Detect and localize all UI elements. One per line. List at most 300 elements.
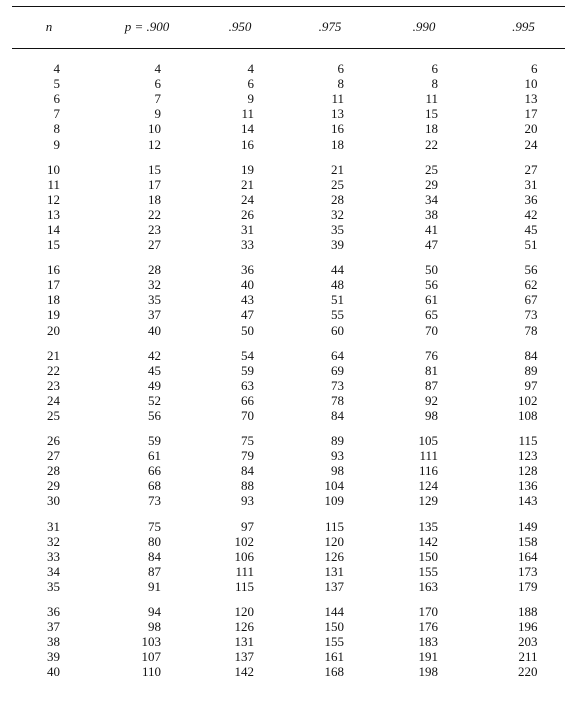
- table-row: [0, 564, 575, 579]
- n-cell: [0, 408, 98, 423]
- n-cell: [0, 91, 98, 106]
- table-row: [0, 378, 575, 393]
- table-row: [0, 448, 575, 463]
- quantile-cell: [472, 393, 575, 408]
- quantile-table: [0, 6, 575, 679]
- quantile-value: 18: [425, 121, 438, 137]
- quantile-value: 107: [141, 649, 161, 665]
- quantile-value: 23: [148, 221, 161, 237]
- quantile-cell: [196, 649, 284, 664]
- n-value: 33: [47, 548, 60, 564]
- quantile-value: 98: [148, 619, 161, 635]
- quantile-value: 8: [337, 76, 344, 92]
- quantile-cell: [284, 463, 376, 478]
- quantile-value: 34: [425, 191, 438, 207]
- n-cell: [0, 634, 98, 649]
- header-p900: p = .900: [124, 19, 170, 34]
- table-row: [0, 604, 575, 619]
- quantile-value: 8: [431, 76, 438, 92]
- quantile-value: 93: [241, 493, 254, 509]
- table-row: [0, 463, 575, 478]
- table-row: [0, 323, 575, 338]
- quantile-cell: [472, 222, 575, 237]
- quantile-value: 6: [431, 61, 438, 77]
- quantile-value: 67: [524, 292, 538, 308]
- quantile-value: 143: [518, 493, 538, 509]
- quantile-value: 35: [331, 221, 344, 237]
- quantile-value: 10: [148, 121, 161, 137]
- quantile-cell: [376, 323, 472, 338]
- quantile-cell: [196, 579, 284, 594]
- table-row: [0, 393, 575, 408]
- quantile-value: 87: [148, 563, 161, 579]
- quantile-value: 79: [241, 448, 254, 464]
- quantile-value: 94: [148, 604, 161, 620]
- n-value: 7: [53, 106, 60, 122]
- quantile-cell: [472, 519, 575, 534]
- quantile-value: 60: [331, 322, 344, 338]
- quantile-value: 56: [148, 408, 161, 424]
- quantile-value: 155: [418, 563, 438, 579]
- quantile-cell: [284, 192, 376, 207]
- quantile-value: 28: [148, 262, 161, 278]
- quantile-value: 70: [425, 322, 438, 338]
- quantile-value: 111: [235, 563, 254, 579]
- table-row: [0, 493, 575, 508]
- n-cell: [0, 323, 98, 338]
- quantile-cell: [196, 448, 284, 463]
- quantile-value: 76: [425, 347, 438, 363]
- quantile-value: 43: [241, 292, 254, 308]
- table-row: [0, 207, 575, 222]
- n-cell: [0, 192, 98, 207]
- quantile-cell: [284, 292, 376, 307]
- table-row: [0, 433, 575, 448]
- quantile-cell: [472, 136, 575, 151]
- quantile-cell: [472, 177, 575, 192]
- quantile-cell: [196, 348, 284, 363]
- quantile-cell: [196, 549, 284, 564]
- quantile-cell: [196, 463, 284, 478]
- quantile-value: 9: [154, 106, 161, 122]
- quantile-value: 211: [518, 649, 538, 665]
- quantile-cell: [196, 564, 284, 579]
- table-row: [0, 634, 575, 649]
- quantile-value: 62: [524, 277, 538, 293]
- quantile-cell: [472, 564, 575, 579]
- quantile-cell: [376, 433, 472, 448]
- quantile-cell: [196, 237, 284, 252]
- quantile-cell: [98, 136, 196, 151]
- quantile-cell: [196, 363, 284, 378]
- n-cell: [0, 363, 98, 378]
- quantile-value: 40: [148, 322, 161, 338]
- quantile-cell: [376, 649, 472, 664]
- quantile-value: 196: [518, 619, 538, 635]
- quantile-cell: [376, 493, 472, 508]
- quantile-cell: [472, 579, 575, 594]
- quantile-cell: [196, 393, 284, 408]
- table-row: [0, 136, 575, 151]
- n-value: 27: [47, 448, 60, 464]
- quantile-cell: [376, 277, 472, 292]
- quantile-cell: [98, 222, 196, 237]
- n-value: 23: [47, 377, 60, 393]
- quantile-cell: [284, 237, 376, 252]
- quantile-value: 4: [247, 61, 254, 77]
- quantile-value: 65: [425, 307, 438, 323]
- table-body: [0, 48, 575, 679]
- table-row: [0, 348, 575, 363]
- n-value: 26: [47, 433, 60, 449]
- quantile-value: 11: [241, 106, 254, 122]
- quantile-cell: [196, 534, 284, 549]
- group-gap: [0, 509, 575, 519]
- quantile-value: 66: [148, 463, 161, 479]
- quantile-value: 16: [331, 121, 344, 137]
- quantile-cell: [376, 534, 472, 549]
- table-row: [0, 534, 575, 549]
- quantile-value: 61: [148, 448, 161, 464]
- quantile-cell: [376, 634, 472, 649]
- quantile-cell: [472, 634, 575, 649]
- quantile-cell: [98, 463, 196, 478]
- quantile-value: 89: [331, 433, 344, 449]
- quantile-value: 18: [148, 191, 161, 207]
- quantile-cell: [98, 519, 196, 534]
- quantile-cell: [284, 579, 376, 594]
- quantile-cell: [284, 493, 376, 508]
- quantile-value: 31: [241, 221, 254, 237]
- quantile-value: 188: [518, 604, 538, 620]
- quantile-cell: [196, 519, 284, 534]
- quantile-value: 173: [518, 563, 538, 579]
- quantile-cell: [196, 307, 284, 322]
- quantile-value: 78: [331, 392, 344, 408]
- quantile-value: 22: [425, 136, 438, 152]
- quantile-value: 129: [418, 493, 438, 509]
- quantile-cell: [196, 323, 284, 338]
- group-gap: [0, 152, 575, 162]
- quantile-value: 108: [518, 408, 538, 424]
- quantile-cell: [284, 222, 376, 237]
- quantile-value: 149: [518, 518, 538, 534]
- quantile-cell: [98, 363, 196, 378]
- quantile-cell: [472, 534, 575, 549]
- table-row: [0, 237, 575, 252]
- quantile-value: 42: [148, 347, 161, 363]
- quantile-value: 120: [324, 533, 344, 549]
- n-cell: [0, 649, 98, 664]
- quantile-value: 93: [331, 448, 344, 464]
- quantile-value: 68: [148, 478, 161, 494]
- quantile-cell: [98, 408, 196, 423]
- quantile-cell: [98, 162, 196, 177]
- quantile-cell: [196, 292, 284, 307]
- n-value: 34: [47, 563, 60, 579]
- quantile-cell: [376, 91, 472, 106]
- quantile-value: 111: [419, 448, 438, 464]
- header-row: [0, 6, 575, 48]
- quantile-cell: [376, 237, 472, 252]
- quantile-value: 183: [418, 634, 438, 650]
- n-cell: [0, 664, 98, 679]
- quantile-cell: [472, 106, 575, 121]
- quantile-cell: [472, 61, 575, 76]
- quantile-value: 78: [524, 322, 538, 338]
- quantile-value: 64: [331, 347, 344, 363]
- quantile-cell: [284, 634, 376, 649]
- quantile-cell: [196, 478, 284, 493]
- quantile-cell: [472, 619, 575, 634]
- quantile-cell: [98, 549, 196, 564]
- quantile-cell: [472, 237, 575, 252]
- n-value: 28: [47, 463, 60, 479]
- quantile-value: 203: [518, 634, 538, 650]
- quantile-value: 7: [154, 91, 161, 107]
- quantile-value: 59: [148, 433, 161, 449]
- table-row: [0, 277, 575, 292]
- n-cell: [0, 564, 98, 579]
- quantile-cell: [196, 76, 284, 91]
- quantile-cell: [376, 348, 472, 363]
- quantile-cell: [196, 408, 284, 423]
- quantile-cell: [376, 664, 472, 679]
- quantile-cell: [284, 549, 376, 564]
- quantile-value: 131: [324, 563, 344, 579]
- n-cell: [0, 493, 98, 508]
- quantile-value: 15: [148, 161, 161, 177]
- quantile-value: 84: [331, 408, 344, 424]
- quantile-value: 22: [148, 206, 161, 222]
- quantile-value: 176: [418, 619, 438, 635]
- quantile-cell: [196, 106, 284, 121]
- n-value: 35: [47, 578, 60, 594]
- quantile-cell: [376, 363, 472, 378]
- quantile-value: 51: [331, 292, 344, 308]
- quantile-cell: [98, 433, 196, 448]
- quantile-cell: [284, 61, 376, 76]
- quantile-cell: [284, 619, 376, 634]
- quantile-cell: [376, 307, 472, 322]
- quantile-cell: [472, 348, 575, 363]
- quantile-cell: [284, 664, 376, 679]
- quantile-cell: [98, 91, 196, 106]
- quantile-cell: [196, 262, 284, 277]
- quantile-cell: [376, 192, 472, 207]
- quantile-cell: [196, 162, 284, 177]
- quantile-cell: [376, 292, 472, 307]
- header-p995: .995: [512, 19, 535, 34]
- n-cell: [0, 393, 98, 408]
- quantile-value: 14: [241, 121, 254, 137]
- quantile-value: 87: [425, 377, 438, 393]
- quantile-value: 102: [234, 533, 254, 549]
- quantile-value: 124: [418, 478, 438, 494]
- quantile-cell: [376, 121, 472, 136]
- n-value: 8: [53, 121, 60, 137]
- quantile-value: 32: [331, 206, 344, 222]
- n-cell: [0, 277, 98, 292]
- quantile-value: 37: [148, 307, 161, 323]
- quantile-cell: [196, 136, 284, 151]
- quantile-cell: [472, 307, 575, 322]
- quantile-value: 17: [524, 106, 538, 122]
- quantile-value: 75: [148, 518, 161, 534]
- quantile-value: 104: [324, 478, 344, 494]
- table-row: [0, 91, 575, 106]
- quantile-cell: [98, 378, 196, 393]
- quantile-value: 144: [324, 604, 344, 620]
- quantile-value: 40: [241, 277, 254, 293]
- n-value: 21: [47, 347, 60, 363]
- quantile-cell: [196, 493, 284, 508]
- quantile-value: 56: [425, 277, 438, 293]
- n-cell: [0, 76, 98, 91]
- quantile-cell: [472, 478, 575, 493]
- quantile-value: 27: [524, 161, 538, 177]
- n-cell: [0, 619, 98, 634]
- n-value: 24: [47, 392, 60, 408]
- quantile-cell: [98, 177, 196, 192]
- quantile-value: 20: [524, 121, 538, 137]
- quantile-value: 32: [148, 277, 161, 293]
- quantile-value: 52: [148, 392, 161, 408]
- quantile-cell: [284, 106, 376, 121]
- quantile-cell: [284, 348, 376, 363]
- quantile-value: 73: [331, 377, 344, 393]
- quantile-cell: [196, 207, 284, 222]
- quantile-value: 164: [518, 548, 538, 564]
- n-cell: [0, 579, 98, 594]
- quantile-cell: [98, 323, 196, 338]
- n-cell: [0, 162, 98, 177]
- quantile-value: 35: [148, 292, 161, 308]
- quantile-cell: [376, 579, 472, 594]
- quantile-cell: [98, 307, 196, 322]
- table-row: [0, 307, 575, 322]
- n-value: 20: [47, 322, 60, 338]
- quantile-cell: [376, 262, 472, 277]
- n-cell: [0, 61, 98, 76]
- quantile-value: 168: [324, 664, 344, 680]
- quantile-value: 26: [241, 206, 254, 222]
- quantile-cell: [98, 448, 196, 463]
- quantile-value: 66: [241, 392, 254, 408]
- quantile-cell: [284, 534, 376, 549]
- quantile-value: 6: [247, 76, 254, 92]
- quantile-cell: [98, 61, 196, 76]
- quantile-cell: [376, 106, 472, 121]
- n-value: 29: [47, 478, 60, 494]
- quantile-value: 126: [234, 619, 254, 635]
- quantile-cell: [376, 519, 472, 534]
- n-value: 36: [47, 604, 60, 620]
- n-value: 37: [47, 619, 60, 635]
- table-row: [0, 192, 575, 207]
- quantile-cell: [284, 363, 376, 378]
- quantile-cell: [98, 649, 196, 664]
- n-value: 9: [53, 136, 60, 152]
- quantile-cell: [284, 649, 376, 664]
- table-row: [0, 61, 575, 76]
- group-gap: [0, 594, 575, 604]
- quantile-cell: [284, 519, 376, 534]
- quantile-cell: [98, 664, 196, 679]
- quantile-cell: [376, 604, 472, 619]
- quantile-cell: [376, 136, 472, 151]
- quantile-value: 10: [524, 76, 538, 92]
- n-cell: [0, 121, 98, 136]
- quantile-cell: [98, 579, 196, 594]
- quantile-value: 24: [241, 191, 254, 207]
- quantile-value: 55: [331, 307, 344, 323]
- n-value: 38: [47, 634, 60, 650]
- quantile-cell: [98, 393, 196, 408]
- n-cell: [0, 136, 98, 151]
- quantile-cell: [98, 619, 196, 634]
- quantile-cell: [98, 192, 196, 207]
- quantile-value: 73: [524, 307, 538, 323]
- quantile-cell: [98, 106, 196, 121]
- quantile-cell: [472, 277, 575, 292]
- quantile-value: 11: [425, 91, 438, 107]
- n-value: 16: [47, 262, 60, 278]
- quantile-value: 163: [418, 578, 438, 594]
- quantile-value: 15: [425, 106, 438, 122]
- n-value: 13: [47, 206, 60, 222]
- n-value: 19: [47, 307, 60, 323]
- header-p950: .950: [228, 19, 252, 34]
- quantile-value: 135: [418, 518, 438, 534]
- quantile-cell: [98, 292, 196, 307]
- quantile-cell: [98, 348, 196, 363]
- quantile-value: 109: [324, 493, 344, 509]
- n-value: 12: [47, 191, 60, 207]
- group-gap: [0, 338, 575, 348]
- table-row: [0, 222, 575, 237]
- quantile-cell: [376, 619, 472, 634]
- quantile-value: 115: [518, 433, 538, 449]
- table-row: [0, 619, 575, 634]
- quantile-value: 4: [154, 61, 161, 77]
- header-p990: .990: [412, 19, 436, 34]
- quantile-value: 89: [524, 362, 538, 378]
- quantile-value: 16: [241, 136, 254, 152]
- quantile-cell: [196, 604, 284, 619]
- quantile-value: 126: [324, 548, 344, 564]
- quantile-cell: [284, 448, 376, 463]
- quantile-value: 92: [425, 392, 438, 408]
- quantile-cell: [472, 433, 575, 448]
- n-cell: [0, 237, 98, 252]
- n-value: 4: [53, 61, 60, 77]
- quantile-cell: [376, 478, 472, 493]
- quantile-value: 27: [148, 237, 161, 253]
- quantile-cell: [284, 162, 376, 177]
- n-value: 6: [53, 91, 60, 107]
- quantile-cell: [284, 378, 376, 393]
- quantile-cell: [284, 323, 376, 338]
- quantile-value: 70: [241, 408, 254, 424]
- quantile-cell: [376, 222, 472, 237]
- quantile-value: 18: [331, 136, 344, 152]
- quantile-value: 102: [518, 392, 538, 408]
- quantile-value: 25: [331, 176, 344, 192]
- quantile-cell: [472, 604, 575, 619]
- quantile-cell: [472, 408, 575, 423]
- header-p975: .975: [318, 19, 342, 34]
